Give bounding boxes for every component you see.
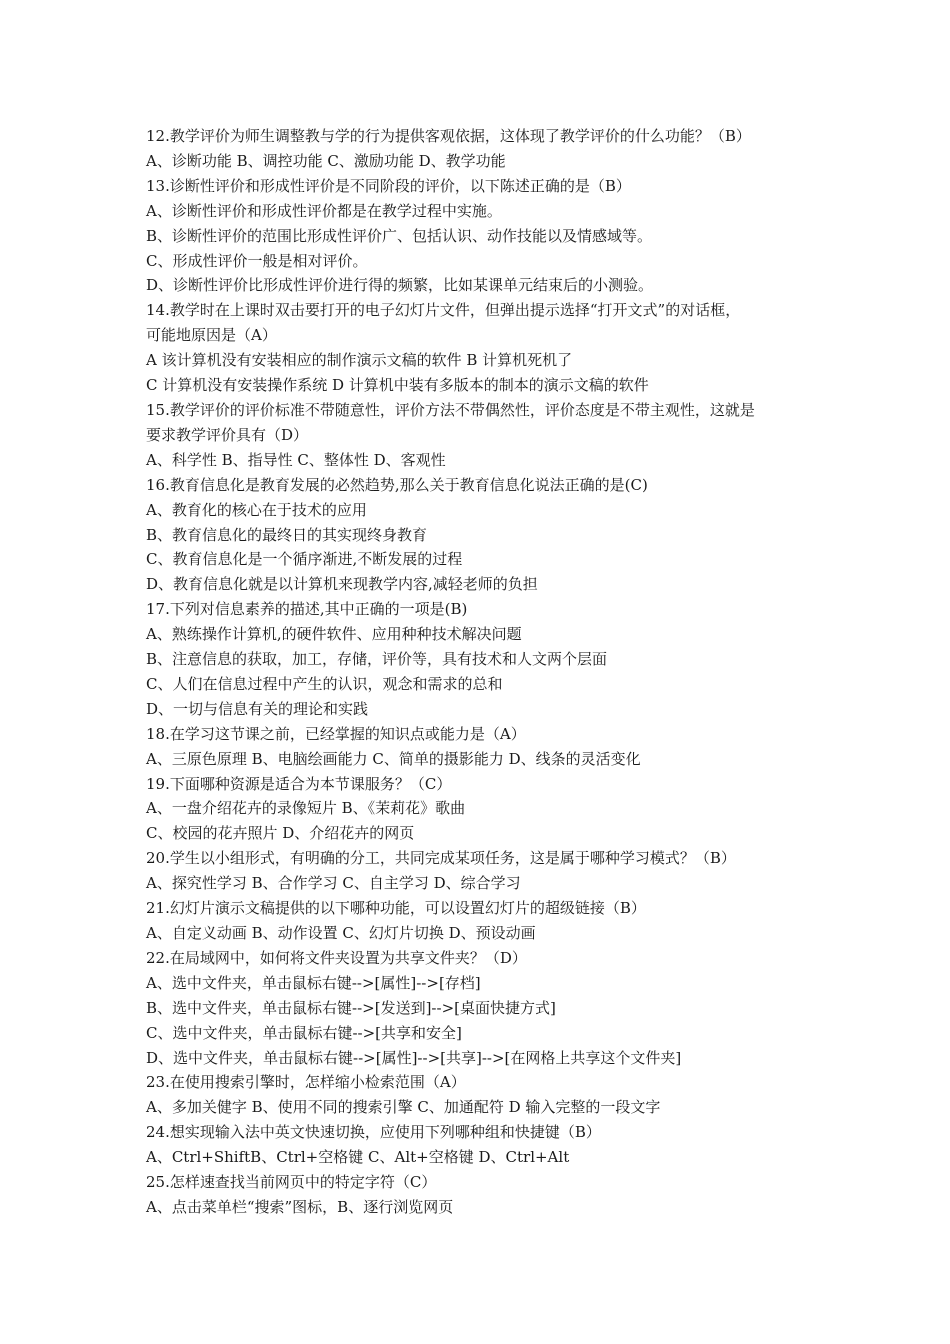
text-line: D、诊断性评价比形成性评价进行得的频繁，比如某课单元结束后的小测验。 [146,276,654,295]
text-line: 22.在局域网中，如何将文件夹设置为共享文件夹？（D） [146,948,527,967]
text-line: 12.教学评价为师生调整教与学的行为提供客观依据，这体现了教学评价的什么功能？（B） [146,127,751,145]
text-line: A、自定义动画 B、动作设置 C、幻灯片切换 D、预设动画 [146,924,536,942]
text-line: B、诊断性评价的范围比形成性评价广、包括认识、动作技能以及情感域等。 [146,226,653,245]
text-line: 21.幻灯片演示文稿提供的以下哪种功能，可以设置幻灯片的超级链接（B） [146,899,646,918]
text-line: A、科学性 B、指导性 C、整体性 D、客观性 [146,450,446,469]
text-line: A、教育化的核心在于技术的应用 [146,500,367,519]
text-line: A、点击菜单栏“搜索”图标，B、逐行浏览网页 [146,1197,454,1216]
text-line: 17.下列对信息素养的描述,其中正确的一项是(B) [146,600,468,619]
text-line: B、教育信息化的最终日的其实现终身教育 [146,525,428,544]
text-line: A、选中文件夹，单击鼠标右键-->[属性]-->[存档] [146,973,481,992]
text-line: 可能地原因是（A） [146,326,277,345]
text-line: 18.在学习这节课之前，已经掌握的知识点或能力是（A） [146,724,526,743]
text-line: 13.诊断性评价和形成性评价是不同阶段的评价，以下陈述正确的是（B） [146,176,631,195]
text-line: A、探究性学习 B、合作学习 C、自主学习 D、综合学习 [146,874,521,893]
text-line: A、多加关健字 B、使用不同的搜索引擎 C、加通配符 D 输入完整的一段文字 [146,1098,661,1117]
text-line: 16.教育信息化是教育发展的必然趋势,那么关于教育信息化说法正确的是(C) [146,475,648,494]
text-line: 20.学生以小组形式，有明确的分工，共同完成某项任务，这是属于哪种学习模式？（B） [146,849,736,868]
text-line: C、教育信息化是一个循序渐进,不断发展的过程 [146,550,463,569]
text-line: A、熟练操作计算机,的硬件软件、应用种种技术解决问题 [146,625,522,644]
text-line: 19.下面哪种资源是适合为本节课服务？（C） [146,774,452,793]
text-line: B、注意信息的获取，加工，存储，评价等，具有技术和人文两个层面 [146,650,608,669]
text-line: 25.怎样速查找当前网页中的特定字符（C） [146,1173,437,1192]
text-line: C、选中文件夹，单击鼠标右键-->[共享和安全] [146,1023,462,1042]
text-line: 14.教学时在上课时双击要打开的电子幻灯片文件，但弹出提示选择“打开文式”的对话框， [146,301,741,320]
text-line: A、诊断功能 B、调控功能 C、激励功能 D、教学功能 [146,151,506,170]
text-line: A 该计算机没有安装相应的制作演示文稿的软件 B 计算机死机了 [146,351,573,370]
text-line: C、形成性评价一般是相对评价。 [146,251,368,270]
text-line: C、校园的花卉照片 D、介绍花卉的网页 [146,824,415,843]
text-line: C 计算机没有安装操作系统 D 计算机中装有多版本的制本的演示文稿的软件 [146,376,649,395]
text-line: 23.在使用搜索引擎时，怎样缩小检索范围（A） [146,1073,466,1092]
text-line: D、一切与信息有关的理论和实践 [146,699,369,718]
text-line: A、Ctrl+ShiftB、Ctrl+空格键 C、Alt+空格键 D、Ctrl+Alt [146,1148,570,1167]
text-line: 15.教学评价的评价标准不带随意性，评价方法不带偶然性，评价态度是不带主观性，这就是 [146,400,755,419]
text-line: A、诊断性评价和形成性评价都是在教学过程中实施。 [146,201,502,220]
text-line: A、一盘介绍花卉的录像短片 B、《茉莉花》歌曲 [146,799,466,818]
text-line: 24.想实现输入法中英文快速切换，应使用下列哪种组和快捷键（B） [146,1123,601,1142]
text-line: B、选中文件夹，单击鼠标右键-->[发送到]-->[桌面快捷方式] [146,998,556,1017]
text-line: D、教育信息化就是以计算机来现教学内容,减轻老师的负担 [146,575,538,594]
text-line: C、人们在信息过程中产生的认识，观念和需求的总和 [146,674,503,693]
text-line: 要求教学评价具有（D） [146,425,309,444]
text-line: D、选中文件夹，单击鼠标右键-->[属性]-->[共享]-->[在网格上共享这个文件夹] [146,1048,682,1067]
text-line: A、三原色原理 B、电脑绘画能力 C、简单的摄影能力 D、线条的灵活变化 [146,749,641,768]
document-body [146,124,816,1220]
